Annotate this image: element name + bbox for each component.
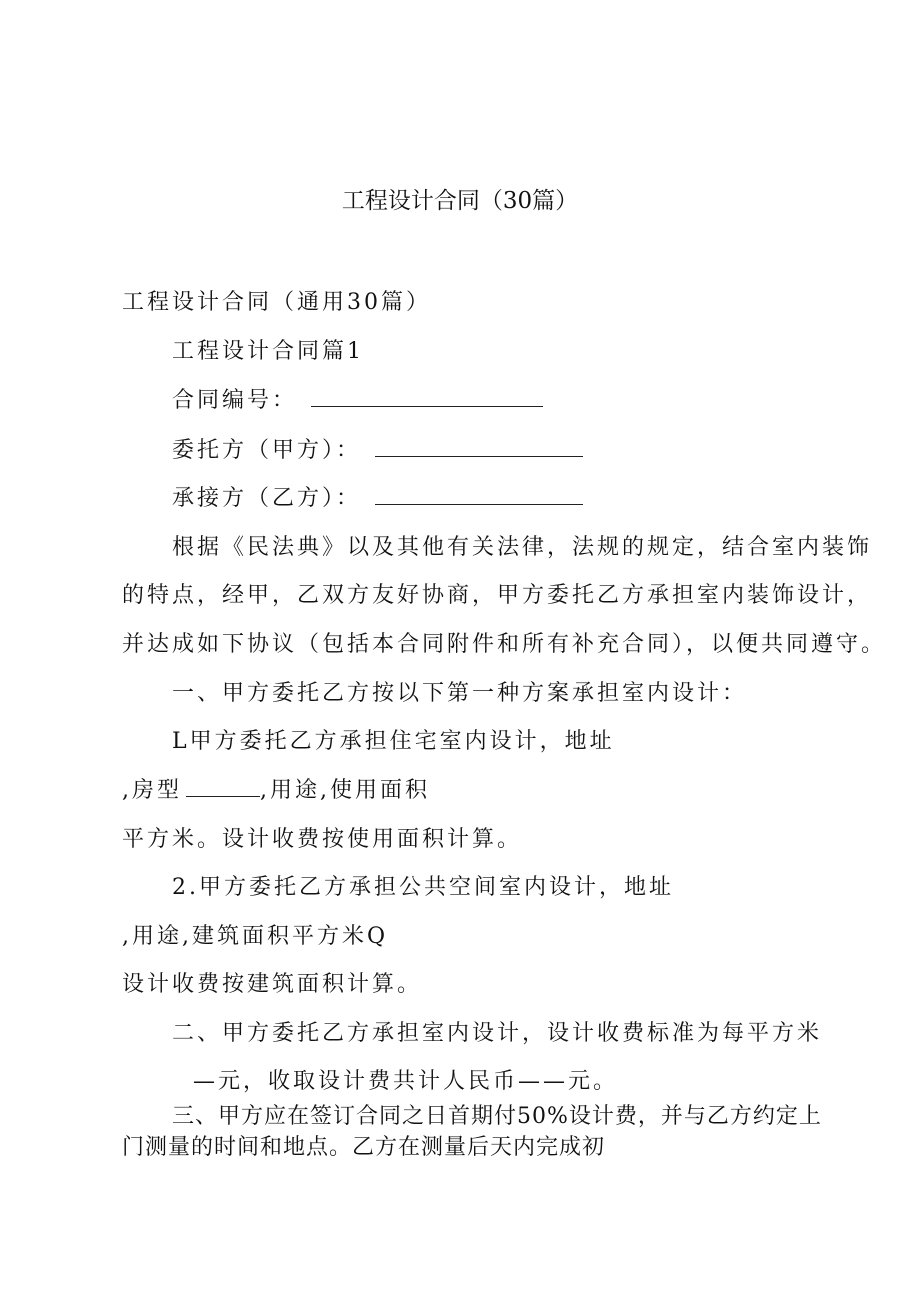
party-b-field bbox=[172, 488, 583, 510]
item-1-line bbox=[122, 780, 430, 802]
house-type-blank bbox=[186, 792, 260, 797]
document-subtitle: 工程设计合同（通用30篇） bbox=[122, 290, 431, 315]
party-a-label: 委托方（甲方）： bbox=[172, 438, 362, 463]
party-b-blank bbox=[375, 500, 583, 505]
clause-2-line: 二、甲方委托乙方承担室内设计，设计收费标准为每平方米 bbox=[172, 1021, 823, 1046]
item-2-line: 设计收费按建筑面积计算。 bbox=[122, 972, 423, 997]
contract-number-label: 合同编号： bbox=[172, 388, 298, 413]
contract-number-blank bbox=[311, 402, 543, 407]
clause-2-line: —元，收取设计费共计人民币——元。 bbox=[193, 1069, 619, 1094]
intro-paragraph-line: 并达成如下协议（包括本合同附件和所有补充合同），以便共同遵守。 bbox=[122, 632, 887, 657]
party-a-blank bbox=[375, 452, 583, 457]
house-type-label: ,房型 bbox=[122, 778, 182, 803]
contract-number-field bbox=[172, 390, 543, 412]
usage-area-label: ,用途,使用面积 bbox=[260, 778, 430, 803]
clause-3-line: 三、甲方应在签订合同之日首期付50%设计费，并与乙方约定上 bbox=[172, 1104, 822, 1129]
clause-3-line: 门测量的时间和地点。乙方在测量后天内完成初 bbox=[122, 1135, 606, 1160]
clause-1-heading: 一、甲方委托乙方按以下第一种方案承担室内设计： bbox=[172, 681, 748, 706]
intro-paragraph-line: 的特点，经甲，乙双方友好协商，甲方委托乙方承担室内装饰设计， bbox=[122, 583, 873, 608]
party-b-label: 承接方（乙方）： bbox=[172, 486, 362, 511]
item-2-line: ,用途,建筑面积平方米Q bbox=[122, 924, 389, 949]
item-2-line: 2.甲方委托乙方承担公共空间室内设计，地址 bbox=[172, 875, 674, 900]
party-a-field bbox=[172, 440, 583, 462]
section-heading: 工程设计合同篇1 bbox=[172, 339, 364, 364]
item-1-line: L甲方委托乙方承担住宅室内设计，地址 bbox=[172, 729, 615, 754]
document-title: 工程设计合同（30篇） bbox=[341, 188, 579, 214]
intro-paragraph-line: 根据《民法典》以及其他有关法律，法规的规定，结合室内装饰 bbox=[172, 535, 873, 560]
item-1-line: 平方米。设计收费按使用面积计算。 bbox=[122, 827, 523, 852]
